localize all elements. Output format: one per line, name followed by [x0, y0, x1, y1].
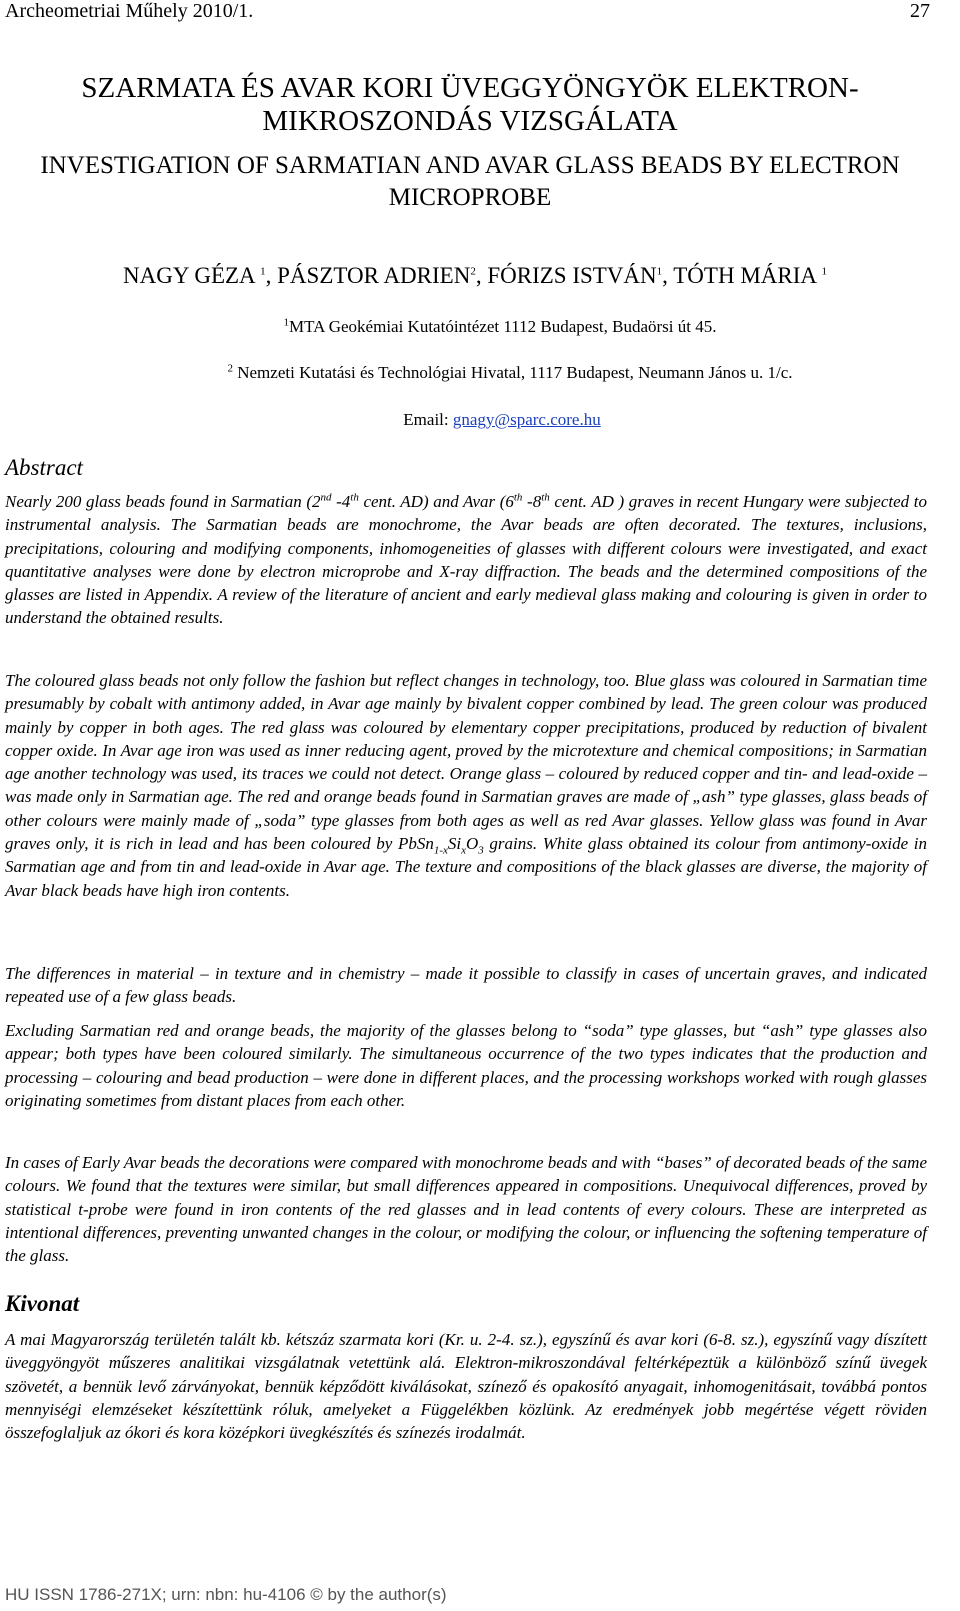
page-number: 27 — [910, 0, 930, 22]
title-hu-line-1: SZARMATA ÉS AVAR KORI ÜVEGGYÖNGYÖK ELEKTRON- — [81, 72, 859, 104]
kivonat-heading: Kivonat — [5, 1291, 80, 1316]
superscript: th — [350, 491, 359, 504]
title-hungarian — [40, 72, 900, 138]
author-1-affiliation: 1 — [260, 265, 266, 278]
affiliation-1 — [20, 317, 960, 337]
text-run: -4 — [331, 492, 351, 511]
superscript: th — [541, 491, 550, 504]
abstract-paragraph-1 — [5, 490, 927, 630]
title-hu-line-2: MIKROSZONDÁS VIZSGÁLATA — [262, 105, 678, 137]
contact-email — [22, 410, 960, 430]
text-run: grains. White glass obtained its colour from antimony-oxide in Sarmatian age and from tin and lead-oxide in Avar age. The texture and compositions of the black glasses are diverse, the majority of Avar black beads have high iron contents. — [5, 834, 928, 900]
text-run: -8 — [522, 492, 542, 511]
author-4-affiliation: 1 — [821, 265, 827, 278]
running-header — [5, 0, 930, 26]
email-link[interactable]: gnagy@sparc.core.hu — [452, 410, 601, 429]
affiliation-2-marker: 2 — [227, 362, 233, 375]
author-list: NAGY GÉZA $^1$, PÁSZTOR ADRIEN$^2$, FÓRIZS ISTVÁN$^1$, TÓTH MÁRIA $^1$ — [123, 263, 827, 288]
author-1: NAGY GÉZA — [123, 263, 255, 288]
text-run: The coloured glass beads not only follow the fashion but reflect changes in technology, too. Blue glass was coloured in Sarmatian time presumably by cobalt with antimony added, in Avar age mainly by bivalent copper combined by lead. The green colour was produced mainly by copper in both ages. The red glass was coloured by elementary copper precipitations, produced by reduction of bivalent copper oxide. In Avar age iron was used as inner reducing agent, proved by the microtexture and chemical compositions; in Sarmatian age another technology was used, its traces we could not detect. Orange glass – coloured by reduced copper and tin- and lead-oxide – was made only in Sarmatian age. The red and orange beads found in Sarmatian graves are made of „ash” type glasses, glass beads of other colours were mainly made of „soda” type glasses from both ages as well as red Avar glasses. Yellow glass was found in Avar graves only, it is rich in lead and has been coloured by PbSn — [5, 671, 927, 854]
author-3-affiliation: 1 — [656, 265, 663, 278]
title-english — [40, 150, 900, 214]
kivonat-paragraph-1: A mai Magyarország területén talált kb. kétszáz szarmata kori (Kr. u. 2-4. sz.), egyszínű és avar kori (6-8. sz.), egyszínű vagy díszített üveggyöngyöt műszeres analitikai vizsgálatnak vetettünk alá. Elektron-mikroszondával feltérképeztük a különböző színű üvegek szövetét, a bennük levő zárványokat, bennük képződött kiválásokat, színező és opakosító anyagait, inhomogenitásait, továbbá pontos mennyiségi elemzéseket készítettünk róluk, amelyeket a Függelékben közlünk. Az eredmények jobb megértése végett röviden összefoglaljuk az ókori és kora középkori üvegkészítés és színezés irodalmát. — [5, 1330, 927, 1443]
author-2: PÁSZTOR ADRIEN — [277, 263, 471, 288]
abstract-paragraph-5-block — [5, 1151, 927, 1267]
abstract-paragraph-3-block — [5, 962, 927, 1009]
abstract-paragraph-5: In cases of Early Avar beads the decorations were compared with monochrome beads and with “bases” of decorated beads of the same colours. We found that the textures were similar, but small differences appeared in compositions. Unequivocal differences, proved by statistical t-probe were found in iron contents of the red glasses and in lead contents of every colours. These are interpreted as intentional differences, preventing unwanted changes in the colour, or modifying the colour, or influencing the softening temperature of the glass. — [5, 1153, 927, 1266]
text-run: O — [466, 834, 479, 854]
abstract-paragraph-4-block — [5, 1019, 927, 1112]
affiliation-2 — [30, 363, 960, 383]
journal-name: Archeometriai Műhely 2010/1. — [5, 0, 254, 22]
title-en-line-1: INVESTIGATION OF SARMATIAN AND AVAR GLASS BEADS BY ELECTRON — [40, 152, 900, 179]
abstract-body — [5, 490, 927, 630]
kivonat-body — [5, 1328, 927, 1444]
subscript: x — [461, 844, 467, 857]
text-run: cent. AD ) graves in recent Hungary were subjected to instrumental analysis. The Sarmatian beads are monochrome, the Avar beads are often decorated. The textures, inclusions, precipitations, colouring and modifying components, inhomogeneities of glasses with different colours were investigated, and exact quantitative analyses were done by electron microprobe and X-ray diffraction. The beads and the determined compositions of the glasses are listed in Appendix. A review of the literature of ancient and early medieval glass making and colouring is given in order to understand the obtained results. — [5, 492, 927, 628]
affiliation-1-text: MTA Geokémiai Kutatóintézet 1112 Budapest, Budaörsi út 45. — [289, 317, 717, 336]
abstract-paragraph-2 — [5, 669, 927, 902]
text-run: Si — [447, 834, 462, 854]
subscript: 1-x — [433, 844, 448, 857]
abstract-paragraph-2-block — [5, 669, 927, 902]
author-4: TÓTH MÁRIA — [673, 263, 816, 288]
author-2-affiliation: 2 — [470, 265, 476, 278]
superscript: nd — [320, 491, 332, 504]
text-run: cent. AD) and Avar (6 — [358, 492, 514, 511]
abstract-paragraph-4: Excluding Sarmatian red and orange beads, the majority of the glasses belong to “soda” type glasses, but “ash” type glasses also appear; both types have been coloured similarly. The simultaneous occurrence of the two types indicates that the production and processing – colouring and bead production – were done in different places, and the processing workshops worked with rough glasses originating sometimes from distant places from each other. — [5, 1021, 927, 1110]
abstract-heading: Abstract — [5, 455, 83, 480]
email-label: Email: — [403, 410, 449, 429]
abstract-paragraph-3: The differences in material – in texture and in chemistry – made it possible to classify in cases of uncertain graves, and indicated repeated use of a few glass beads. — [5, 964, 927, 1007]
title-en-line-2: MICROPROBE — [388, 184, 552, 211]
superscript: th — [513, 491, 523, 504]
affiliation-1-marker: 1 — [283, 316, 289, 329]
text-run: Nearly 200 glass beads found in Sarmatian (2 — [5, 492, 321, 511]
subscript: 3 — [478, 844, 484, 857]
page-footer: HU ISSN 1786-271X; urn: nbn: hu-4106 © by the author(s) — [5, 1585, 447, 1604]
affiliation-2-text: Nemzeti Kutatási és Technológiai Hivatal, 1117 Budapest, Neumann János u. 1/c. — [237, 363, 793, 382]
author-3: FÓRIZS ISTVÁN — [487, 263, 657, 288]
